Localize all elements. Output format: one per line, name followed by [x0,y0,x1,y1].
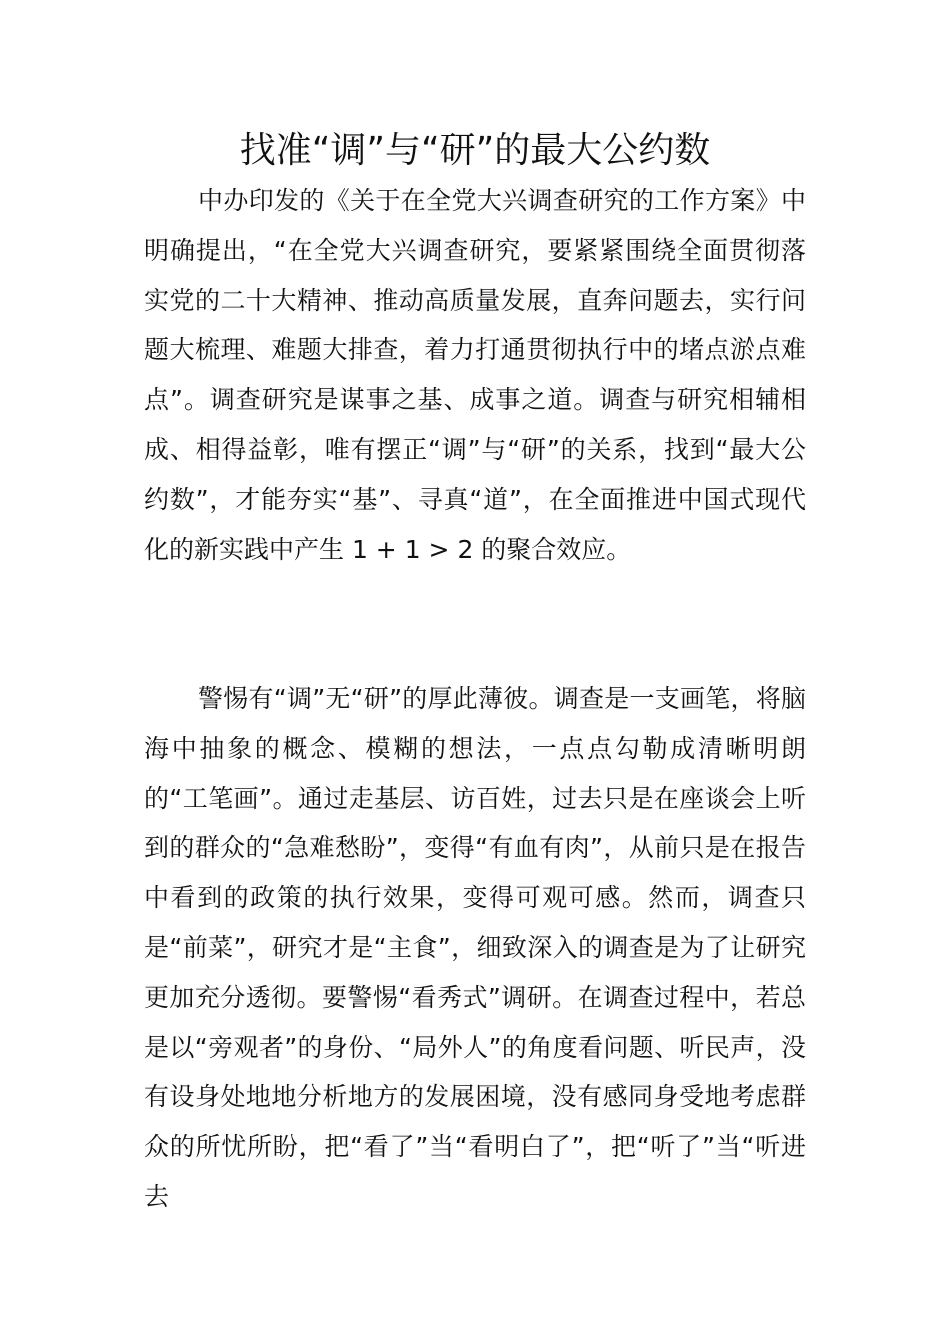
document-title: 找准“调”与“研”的最大公约数 [239,130,711,171]
paragraph-warning: 警惕有“调”无“研”的厚此薄彼。调查是一支画笔，将脑海中抽象的概念、模糊的想法，一点点勾勒成清晰明朗的“工笔画”。通过走基层、访百姓，过去只是在座谈会上听到的群众的“急难愁盼”，变得“有血有肉”，从前只是在报告中看到的政策的执行效果，变得可观可感。然而，调查只是“前菜”，研究才是“主食”，细致深入的调查是为了让研究更加充分透彻。要警惕“看秀式”调研。在调查过程中，若总是以“旁观者”的身份、“局外人”的角度看问题、听民声，没有设身处地地分析地方的发展困境，没有感同身受地考虑群众的所忧所盼，把“看了”当“看明白了”，把“听了”当“听进去 [144,684,806,1211]
paragraph-intro: 中办印发的《关于在全党大兴调查研究的工作方案》中明确提出，“在全党大兴调查研究，要紧紧围绕全面贯彻落实党的二十大精神、推动高质量发展，直奔问题去，实行问题大梳理、难题大排查，着力打通贯彻执行中的堵点淤点难点”。调查研究是谋事之基、成事之道。调查与研究相辅相成、相得益彰，唯有摆正“调”与“研”的关系，找到“最大公约数”，才能夯实“基”、寻真“道”，在全面推进中国式现代化的新实践中产生 1 + 1 > 2 的聚合效应。 [144,186,806,564]
